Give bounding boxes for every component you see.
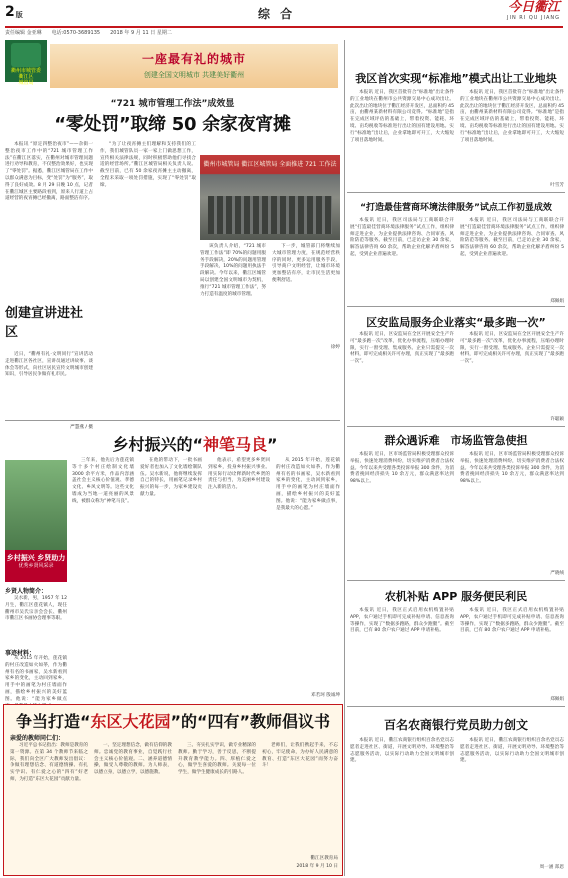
teachers-col2: 一、坚定理想信念，做有信仰的教师。忠诚党的教育事业，自觉践行社会主义核心价值观。二、涵养道德情操，做受人尊敬的教师。为人师表，以德立身，以德立学，以德施教。 (94, 743, 172, 776)
right-story5-b: 本报讯 近日，我区正式启用农机购置补贴 APP，农户通过手机即可完成补贴申请、信息查询等操作，实现了“数据多跑路，群众少跑腿”。截至目前，已有 80 余户农户通过 APP 申请补贴。 (460, 608, 564, 634)
right-story1-b: 本报讯 近日，我区首批符合“标准地”出让条件的工业地块在衢州市公共资源交易中心成功出让。此次出让的地块位于衢江经济开发区，总面积约 45 亩，由衢州某新材料有限公司竞得。“标准地”是指在完成区域评估的基础上，带着投资、能耗、环境、亩均税收等标准进行出让的国有建设用地。实行“标准地”出让后，企业拿地即可开工，大大缩短了项目落地时间。 (460, 90, 564, 143)
column-box (5, 282, 93, 430)
page-number: 2版 (5, 4, 23, 20)
top-story-author: 徐婷 (330, 345, 340, 350)
teachers-col4: 老师们，让我们携起手来，不忘初心，牢记使命，为办好人民满意的教育、打造“东区大花园”而努力奋斗！ (262, 743, 338, 769)
person-label: 乡贤人物简介： (5, 588, 48, 595)
right-story1-a: 本报讯 近日，我区首批符合“标准地”出让条件的工业地块在衢州市公共资源交易中心成功出让。此次出让的地块位于衢江经济开发区，总面积约 45 亩，由衢州某新材料有限公司竞得。“标准地”是指在完成区域评估的基础上，带着投资、能耗、环境、亩均税收等标准进行出让的国有建设用地。实行“标准地”出让后，企业拿地即可开工，大大缩短了项目落地时间。 (350, 90, 454, 143)
top-story-col1: 本报讯 “原定四整治夜市”——杂街一整治夜市工作中的“721 城市管理工作法”在衢江区落实，在衢州对城市管理问题进行劝导和教育，不仅整治效果好，也实现了“零处罚”。据悉，衢江区城管局在工作中以群众满意为目标，变“处罚”为“服务”，取得了良好成效。8 月 29 日晚 10 点，记者在衢江城区主要路段看到，原来人行道上占道经营的夜宵摊已经撤离，路面整洁有序。 (5, 142, 93, 202)
top-story-kicker: “721 城市管理工作法”成效显 (110, 99, 235, 109)
masthead-info: 责任编辑 金亚琳 电话:0570-3689135 2018 年 9 月 11 日 星期二 (5, 30, 172, 36)
teachers-date: 2018 年 9 月 10 日 (296, 864, 338, 869)
bio-text: 吴水新，男，1957 年 12 月生，衢江区莲花镇人，现任衢州市吴氏宗亲会会长、衢州市衢江区书画协会理事等职。 (5, 596, 67, 622)
rural-col3: 在他的带动下，一批书画爱好者也加入了文化墙绘制队伍。吴水新说，他将继续发挥自己的特长，用画笔记录乡村振兴的每一步，为家乡建设贡献力量。 (140, 458, 202, 497)
teachers-proposal-box (3, 704, 343, 876)
salutation: 亲爱的教师同仁们： (10, 735, 65, 742)
right-story4-a: 本报讯 近日，区市场监管局积极受理群众投诉举报，快速处理消费纠纷，切实维护消费者合法权益。今年以来共受理各类投诉举报 300 余件，为消费者挽回经济损失 10 余万元，群众满意率达到 98%以上。 (350, 452, 454, 485)
right-headline-2: “打造最佳营商环境法律服务”试点工作初显成效 (360, 203, 552, 213)
teachers-headline: 争当打造“东区大花园”的“四有”教师倡议书 (15, 712, 331, 731)
right-story4-b: 本报讯 近日，区市场监管局积极受理群众投诉举报，快速处理消费纠纷，切实维护消费者合法权益。今年以来共受理各类投诉举报 300 余件，为消费者挽回经济损失 10 余万元，群众满意率达到 98%以上。 (460, 452, 564, 485)
masthead-rule (5, 26, 563, 28)
teachers-signature: 衢江区教育局 (310, 856, 338, 861)
right-headline-1: 我区首次实现“标准地”模式出让工业地块 (355, 72, 557, 85)
right-headline-5: 农机补贴 APP 服务便民利民 (384, 590, 528, 603)
right-story2-a: 本报讯 近日，我区司法局与工商联联合开展“打造最佳营商环境法律服务”试点工作，组织律师走进企业，为企业提供法律咨询、合同审查、风险防范等服务。截至目前，已走访企业 30 余家，解答法律咨询 60 余次，帮助企业化解矛盾纠纷 5 起，受到企业普遍欢迎。 (350, 218, 454, 257)
right-headline-3: 区安监局服务企业落实“最多跑一次” (366, 316, 546, 329)
column-box-author: 严慧燕 / 摄 (70, 425, 93, 430)
right-story5-a: 本报讯 近日，我区正式启用农机购置补贴 APP，农户通过手机即可完成补贴申请、信息查询等操作，实现了“数据多跑路，群众少跑腿”。截至目前，已有 80 余户农户通过 APP 申请补贴。 (350, 608, 454, 634)
city-logo-box: 衢州市城管委 衢江区 城管局 (5, 40, 47, 82)
rural-headline: 乡村振兴的“神笔马良” (112, 435, 278, 454)
top-story-col4: 下一步，城管部门将继续加大城市管理力度，在规范经营秩序的同时，更多运用服务手段，引导商户文明经营，让城市环境更加整洁有序，让市民生活更加便利舒适。 (272, 244, 340, 283)
top-story-col3: 该负责人介绍，“721 城市管理工作法”即 70%的问题用服务手段解决，20%的问题用管理手段解决，10%的问题用执法手段解决。今年以来，衢江区城管局以创建全国文明城市为契机，推行“721 城市管理工作法”，努力打造有温度的城市管理。 (200, 244, 266, 297)
teachers-col3: 三、夯实扎实学识，做专业精深的教师。勤于学习，善于反思，不断提升教育教学能力。四、厚植仁爱之心，做学生喜爱的教师。关爱每一位学生，做学生健康成长的引路人。 (178, 743, 256, 776)
right-headline-6: 百名农商银行党员助力创文 (383, 718, 528, 732)
right-story3-b: 本报讯 近日，区安监局在全区开展安全生产许可“最多跑一次”改革，优化办事流程，压缩办理时限，实行一窗受理、集成服务。企业只需提交一次材料，即可完成相关许可办理，真正实现了“最多跑一次”。 (460, 332, 564, 365)
deeds-label: 事迹材料： (5, 650, 36, 657)
right-author-3: 许聪颖 (550, 417, 564, 422)
right-author-2: 郑佩娟 (550, 299, 564, 304)
rural-col2: 三年来，他先后为莲花镇等十多个村庄绘制文化墙 3000 余平方米，作品内容涵盖社会主义核心价值观、孝德文化、乡风文明等。这些文化墙成为当地一道亮丽的风景线，被群众称为“神笔马良”。 (72, 458, 134, 504)
right-author-6: 周一涵 郑恩 (539, 865, 564, 870)
top-story-col2: “为了让夜宵摊主们理解和支持我们的工作，我们城管队员一家一家上门做思想工作，宣传相关法律法规，同时积极帮助他们寻找合适的经营场所。”衢江区城管局相关负责人说。截至目前，已有 50 余家夜宵摊主主动撤离，全程未采取一项处罚措施，实现了“零处罚”取缔。 (100, 142, 196, 188)
right-story6-b: 本报讯 近日，衢江农商银行组织百余名党员志愿者走进社区、街道，开展文明劝导、环境整治等志愿服务活动，以实际行动助力全国文明城市创建。 (460, 738, 564, 764)
newspaper-logo: 今日衢江 JIN RI QU JIANG (507, 0, 560, 21)
rural-col5: 从 2015 年开始，莲花镇的村庄改造如火如荼，作为衢州有名的书画家，吴水新看到家乡的变化，主动回到家乡，用手中的画笔为村庄墙面作画，描绘乡村振兴的美好蓝图。他说：“能为家乡做点事，是我最大的心愿。” (276, 458, 340, 511)
rural-col4: 他表示，希望更多乡贤回到家乡，投身乡村振兴事业。用实际行动诠释新时代乡贤的责任与担当，为美丽乡村建设注入新的活力。 (208, 458, 270, 491)
section-title: 综 合 (258, 7, 296, 21)
city-emblem-icon (11, 43, 41, 67)
top-story-headline: “零处罚”取缔 50 余家夜宵摊 (54, 114, 291, 135)
right-headline-4: 群众遇诉难 市场监管急使担 (384, 434, 528, 447)
right-author-1: 叶雪芳 (550, 183, 564, 188)
portrait-photo (5, 460, 67, 550)
masthead (0, 0, 568, 26)
meeting-photo: 衢州市城管局 衢江区城管局 全面推进 721 工作法 (200, 155, 340, 240)
sage-sidebar: 乡村振兴 乡贤助力 优秀乡贤风采录 (5, 460, 67, 582)
right-author-5: 郑佩娟 (550, 697, 564, 702)
right-author-4: 严晓绒 (550, 571, 564, 576)
teachers-col1: 习近平总书记指出：教师是教育的第一资源。在第 34 个教师节来临之际，我们向全区广大教师发出倡议：争做有理想信念、有道德情操、有扎实学识、有仁爱之心的“四有”好老师，为打造“东区大花园”贡献力量。 (10, 743, 88, 782)
right-story2-b: 本报讯 近日，我区司法局与工商联联合开展“打造最佳营商环境法律服务”试点工作，组织律师走进企业，为企业提供法律咨询、合同审查、风险防范等服务。截至目前，已走访企业 30 余家，解答法律咨询 60 余次，帮助企业化解矛盾纠纷 5 起，受到企业普遍欢迎。 (460, 218, 564, 257)
right-story3-a: 本报讯 近日，区安监局在全区开展安全生产许可“最多跑一次”改革，优化办事流程，压缩办理时限，实行一窗受理、集成服务。企业只需提交一次材料，即可完成相关许可办理，真正实现了“最多跑一次”。 (350, 332, 454, 365)
civility-banner: 一座最有礼的城市 创建全国文明城市 共建美好衢州 (50, 44, 338, 88)
rural-author: 邓若珂 殷诚坤 (310, 693, 340, 698)
right-story6-a: 本报讯 近日，衢江农商银行组织百余名党员志愿者走进社区、街道，开展文明劝导、环境整治等志愿服务活动，以实际行动助力全国文明城市创建。 (350, 738, 454, 764)
rural-col1: 从 2015 年开始，莲花镇的村庄改造如火如荼，作为衢州有名的书画家，吴水新看到家乡的变化，主动回到家乡，用手中的画笔为村庄墙面作画，描绘乡村振兴的美好蓝图。他说：“能为家乡做点 (5, 656, 67, 702)
column-box-title: 创建宣讲进社区 (5, 306, 84, 340)
column-box-text: 近日，“衢州有礼·文明同行”宣讲活动走进衢江区各社区，宣讲员通过讲故事、谈体会等形式，向社区居民宣传文明城市创建知识，引导居民争做有礼市民。 (5, 352, 93, 378)
